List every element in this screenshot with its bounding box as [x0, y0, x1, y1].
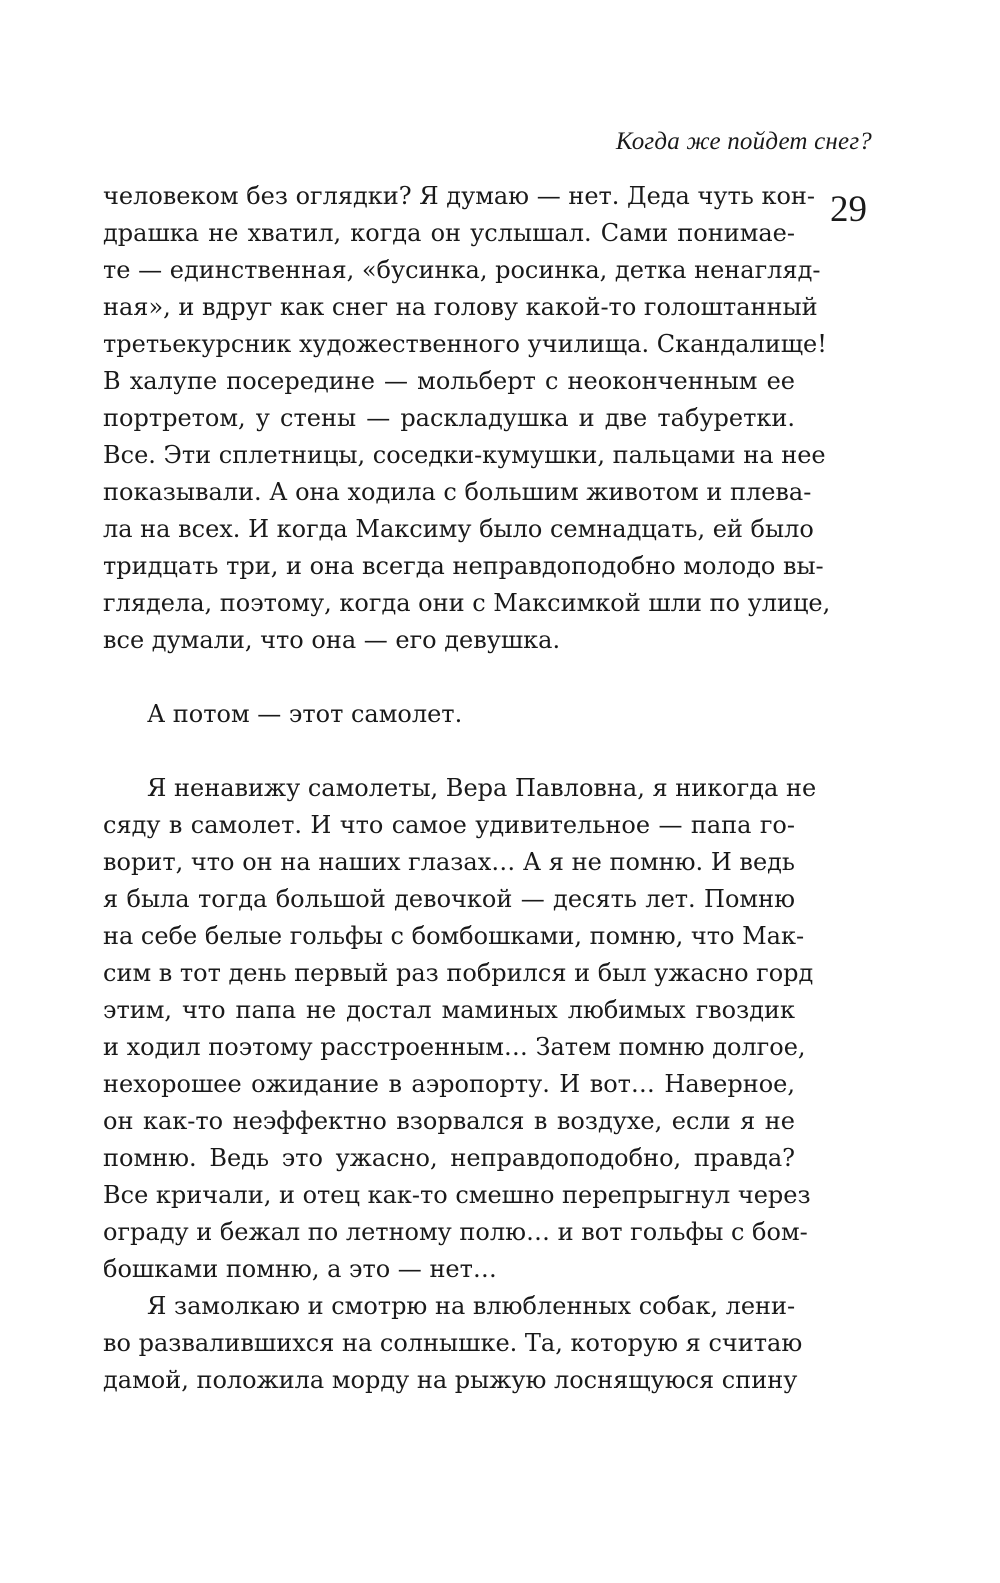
page-body: [103, 178, 831, 1399]
text-line: ворит, что он на наших глазах… А я не помню. И ведь: [103, 848, 795, 876]
running-head: Когда же пойдет снег?: [615, 128, 872, 155]
text-line: показывали. А она ходила с большим животом и плева-: [103, 478, 812, 506]
text-line: ная», и вдруг как снег на голову какой-то голоштанный: [103, 293, 818, 321]
text-line: третьекурсник художественного училища. Скандалище!: [103, 330, 827, 358]
text-line: и ходил поэтому расстроенным… Затем помню долгое,: [103, 1033, 806, 1061]
text-line: Я ненавижу самолеты, Вера Павловна, я никогда не: [147, 774, 817, 802]
text-line: сяду в самолет. И что самое удивительное — папа го-: [103, 811, 795, 839]
text-line: ограду и бежал по летному полю… и вот гольфы с бом-: [103, 1218, 808, 1246]
text-line: Все кричали, и отец как-то смешно перепрыгнул через: [103, 1181, 811, 1209]
page-number: 29: [830, 189, 867, 230]
text-line: портретом, у стены — раскладушка и две табуретки.: [103, 404, 795, 432]
text-line: драшка не хватил, когда он услышал. Сами понимае-: [103, 219, 795, 247]
text-line: на себе белые гольфы с бомбошками, помню, что Мак-: [103, 922, 805, 950]
text-line: этим, что папа не достал маминых любимых гвоздик: [103, 996, 795, 1024]
text-line: дамой, положила морду на рыжую лоснящуюся спину: [103, 1366, 798, 1394]
text-line: человеком без оглядки? Я думаю — нет. Деда чуть кон-: [103, 182, 815, 210]
text-line: ла на всех. И когда Максиму было семнадцать, ей было: [103, 515, 814, 543]
text-line: глядела, поэтому, когда они с Максимкой шли по улице,: [103, 589, 831, 617]
text-line: Я замолкаю и смотрю на влюбленных собак, лени-: [147, 1292, 796, 1320]
text-line: тридцать три, и она всегда неправдоподобно молодо вы-: [103, 552, 824, 580]
text-line: те — единственная, «бусинка, росинка, детка ненагляд-: [103, 256, 821, 284]
text-line: В халупе посередине — мольберт с неоконченным ее: [103, 367, 795, 395]
text-line: сим в тот день первый раз побрился и был ужасно горд: [103, 959, 814, 987]
text-line: все думали, что она — его девушка.: [103, 626, 561, 654]
text-line: помню. Ведь это ужасно, неправдоподобно, правда?: [103, 1144, 795, 1172]
text-line: во развалившихся на солнышке. Та, которую я считаю: [103, 1329, 803, 1357]
text-line: я была тогда большой девочкой — десять лет. Помню: [103, 885, 795, 913]
text-line: он как-то неэффектно взорвался в воздухе, если я не: [103, 1107, 795, 1135]
text-line: нехорошее ожидание в аэропорту. И вот… Наверное,: [103, 1070, 795, 1098]
text-line: Все. Эти сплетницы, соседки-кумушки, пальцами на нее: [103, 441, 826, 469]
text-line: А потом — этот самолет.: [147, 700, 463, 728]
text-line: бошками помню, а это — нет…: [103, 1255, 497, 1283]
